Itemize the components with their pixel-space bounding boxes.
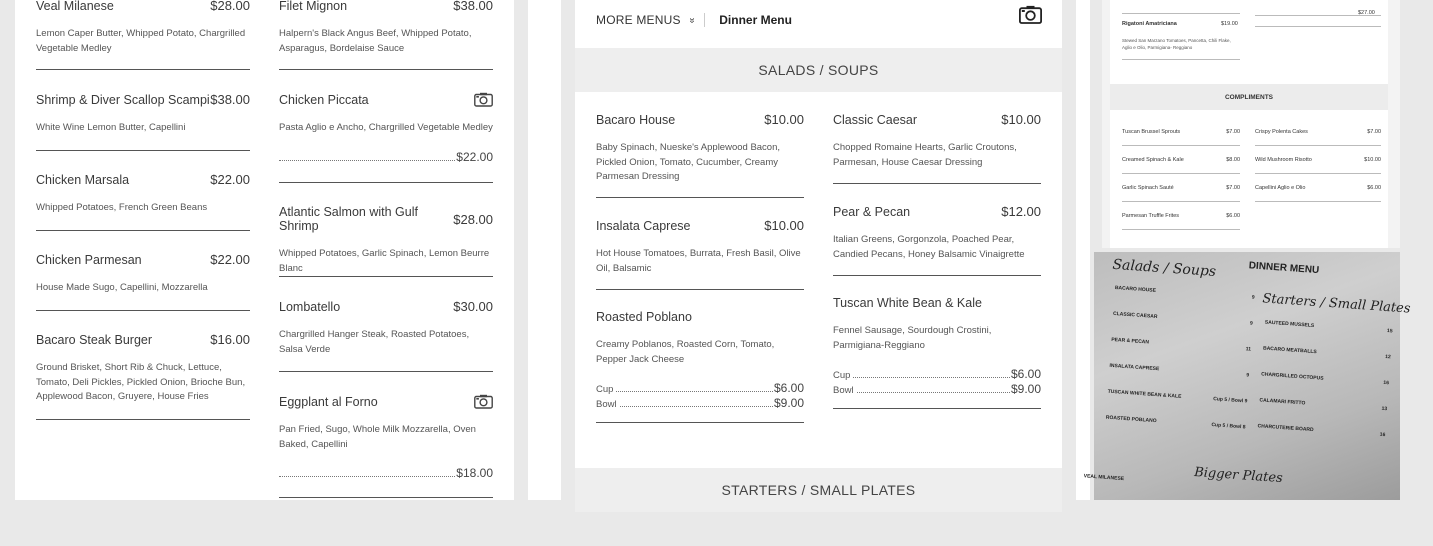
item-price: $7.00 (1367, 128, 1381, 135)
item-name: Chicken Parmesan (36, 252, 142, 267)
item-name: INSALATA CAPRESE (1109, 362, 1160, 373)
item-price: $18.00 (456, 466, 493, 480)
item-price: $6.00 (1010, 367, 1041, 381)
item-name: CALAMARI FRITTO (1259, 397, 1306, 407)
item-price: $28.00 (210, 0, 250, 13)
item-name: Rigatoni Amatriciana (1122, 21, 1177, 27)
item-price: $7.00 (1226, 128, 1240, 135)
price-line-cup (833, 367, 1041, 381)
item-name: CLASSIC CAESAR (1112, 310, 1158, 320)
item-price: $28.00 (453, 211, 493, 227)
item-name: Bacaro House (596, 112, 676, 127)
section-heading (1110, 84, 1388, 110)
section-heading: STARTERS / SMALL PLATES (575, 468, 1062, 512)
board-script-heading: Starters / Small Plates (1261, 291, 1411, 317)
section-heading: SALADS / SOUPS (575, 48, 1062, 92)
dot-leader (279, 469, 455, 477)
item-description: Lemon Caper Butter, Whipped Potato, Chargrilled Vegetable Medley (36, 28, 246, 54)
item-price: $38.00 (453, 0, 493, 13)
item-price: 16 (1379, 431, 1386, 439)
menu-item[interactable] (596, 290, 804, 423)
item-price: $7.00 (1226, 184, 1240, 191)
item-name: PEAR & PECAN (1111, 336, 1150, 346)
price-line (279, 466, 493, 480)
item-name: Roasted Poblano (596, 310, 692, 324)
item-price: $38.00 (210, 92, 250, 107)
item-name: Bacaro Steak Burger (36, 332, 153, 347)
divider (704, 13, 705, 27)
list-item (1255, 118, 1381, 146)
menu-item[interactable] (833, 92, 1041, 184)
price-line-cup (596, 381, 804, 395)
more-menus-button[interactable]: MORE MENUS (596, 13, 681, 27)
item-name: Tuscan Brussel Sprouts (1122, 128, 1181, 135)
price-line (279, 150, 493, 164)
camera-icon[interactable] (474, 394, 493, 409)
item-price: 9 (1251, 294, 1255, 301)
menu-nav-bar (596, 10, 1042, 30)
item-price: $22.00 (210, 172, 250, 187)
menu-item[interactable] (36, 151, 250, 231)
divider (1122, 0, 1240, 14)
item-name: Creamed Spinach & Kale (1122, 156, 1184, 163)
item-name: BACARO HOUSE (1114, 284, 1157, 294)
item-name: Parmesan Truffle Frites (1122, 212, 1180, 219)
menu-card (575, 0, 1062, 500)
list-item (1255, 146, 1381, 174)
menu-item[interactable] (36, 0, 250, 70)
item-name: Veal Milanese (36, 0, 114, 13)
item-name: CHARGRILLED OCTOPUS (1261, 371, 1324, 382)
item-name: TUSCAN WHITE BEAN & KALE (1107, 388, 1182, 400)
section-heading-text: COMPLIMENTS (1224, 93, 1274, 101)
board-heading: DINNER MENU (1248, 260, 1320, 277)
item-name: Lombatello (279, 299, 341, 314)
item-name: Chicken Marsala (36, 172, 130, 187)
item-price: 11 (1245, 346, 1252, 353)
item-price: $6.00 (1367, 184, 1381, 191)
item-name: Garlic Spinach Sauté (1122, 184, 1174, 191)
item-description: White Wine Lemon Butter, Capellini (36, 122, 186, 133)
frame-border (561, 0, 575, 500)
compliments-column-b (1255, 118, 1381, 202)
camera-icon[interactable] (474, 92, 493, 107)
item-name: Shrimp & Diver Scallop Scampi (36, 92, 210, 107)
item-description: Chopped Romaine Hearts, Garlic Croutons, Parmesan, House Caesar Dressing (833, 142, 1017, 168)
item-name: Atlantic Salmon with Gulf Shrimp (279, 205, 418, 233)
item-name: SAUTEED MUSSELS (1264, 319, 1315, 329)
menu-item[interactable] (833, 276, 1041, 409)
item-price: $27.00 (1358, 10, 1375, 16)
menu-item[interactable] (36, 311, 250, 420)
item-description: Fennel Sausage, Sourdough Crostini, Parmigiana-Reggiano (833, 325, 992, 351)
menu-photo-printed[interactable] (1102, 0, 1400, 248)
menu-item[interactable] (36, 70, 250, 151)
menu-item[interactable] (279, 0, 493, 70)
menu-column-b (279, 0, 493, 498)
item-description: Pan Fried, Sugo, Whole Milk Mozzarella, Oven Baked, Capellini (279, 424, 476, 450)
item-price: $19.00 (1221, 21, 1238, 27)
item-price: $10.00 (764, 218, 804, 233)
menu-item[interactable] (279, 277, 493, 372)
item-description: Creamy Poblanos, Roasted Corn, Tomato, Pepper Jack Cheese (596, 339, 775, 365)
item-price: $16.00 (210, 332, 250, 347)
menu-panel-middle (528, 0, 1090, 500)
item-price: 9 (1249, 320, 1253, 327)
divider (1122, 59, 1240, 60)
item-description: Ground Brisket, Short Rib & Chuck, Lettuce, Tomato, Deli Pickles, Pickled Onion, Brioche Bun, Applewood Bacon, Gruyere, House Fries (36, 362, 246, 402)
item-description: Chargrilled Hanger Steak, Roasted Potatoes, Salsa Verde (279, 329, 470, 355)
item-name: Filet Mignon (279, 0, 348, 13)
item-price: Cup 5 / Bowl 8 (1211, 422, 1246, 431)
item-price: $10.00 (1364, 156, 1381, 163)
dot-leader (279, 153, 455, 161)
menu-item[interactable] (279, 372, 493, 498)
item-description: Pasta Aglio e Ancho, Chargrilled Vegetable Medley (279, 122, 493, 133)
item-name: Pear & Pecan (833, 204, 911, 219)
item-name: Wild Mushroom Risotto (1255, 156, 1312, 163)
item-description: Hot House Tomatoes, Burrata, Fresh Basil, Olive Oil, Balsamic (596, 248, 801, 274)
item-name: BACARO MEATBALLS (1262, 345, 1317, 356)
current-menu-title[interactable]: Dinner Menu (719, 13, 792, 27)
price-line-bowl (833, 382, 1041, 396)
item-price: 9 (1246, 372, 1250, 379)
item-description: House Made Sugo, Capellini, Mozzarella (36, 282, 208, 293)
menu-column-a (36, 0, 250, 420)
item-name: Insalata Caprese (596, 218, 691, 233)
item-name: CHARCUTERIE BOARD (1257, 423, 1314, 434)
board-content (1054, 242, 1433, 546)
board-script-heading: Salads / Soups (1111, 256, 1217, 280)
item-price: $22.00 (456, 149, 493, 164)
item-price: 16 (1383, 379, 1390, 387)
menu-item[interactable] (279, 70, 493, 183)
item-price: $10.00 (764, 112, 804, 127)
item-name: Chicken Piccata (279, 92, 369, 107)
item-price: 13 (1381, 405, 1388, 413)
printed-menu-page (1110, 0, 1388, 248)
price-line-bowl (596, 396, 804, 410)
item-name: Tuscan White Bean & Kale (833, 296, 982, 310)
item-name: VEAL MILANESE (1083, 473, 1125, 483)
item-price: $22.00 (210, 252, 250, 267)
item-name: Eggplant al Forno (279, 394, 378, 409)
item-price: $9.00 (1010, 382, 1041, 396)
compliments-column-a (1122, 118, 1240, 230)
item-description: Whipped Potatoes, French Green Beans (36, 202, 208, 213)
item-price: $10.00 (1001, 112, 1041, 127)
dot-leader (853, 370, 1010, 378)
item-name: Crispy Polenta Cakes (1255, 128, 1308, 135)
item-description: Baby Spinach, Nueske's Applewood Bacon, Pickled Onion, Tomato, Cucumber, Creamy Parmesan Dressing (596, 142, 781, 182)
item-price: $12.00 (1001, 204, 1041, 219)
item-price: $8.00 (1226, 156, 1240, 163)
list-item (1122, 174, 1240, 202)
item-price: $9.00 (773, 396, 804, 410)
size-label: Cup (596, 384, 614, 395)
menu-item[interactable] (279, 183, 493, 277)
size-label: Cup (833, 370, 851, 381)
dot-leader (857, 385, 1010, 393)
menu-item[interactable] (36, 231, 250, 311)
board-right-list (1256, 320, 1393, 459)
board-script-heading: Bigger Plates (1193, 464, 1284, 487)
item-description: Halpern's Black Angus Beef, Whipped Potato, Asparagus, Bordelaise Sauce (279, 28, 472, 54)
divider (1255, 26, 1381, 27)
item-price: $6.00 (1226, 212, 1240, 219)
size-label: Bowl (596, 399, 617, 410)
list-item (1255, 174, 1381, 202)
dot-leader (616, 384, 773, 392)
item-description: Whipped Potatoes, Garlic Spinach, Lemon Beurre Blanc (279, 248, 490, 274)
chevron-down-icon[interactable]: » (685, 17, 697, 23)
item-name: Capellini Aglio e Olio (1255, 184, 1306, 191)
size-label: Bowl (833, 385, 854, 396)
list-item (1122, 146, 1240, 174)
board-left-list (1104, 285, 1255, 450)
camera-icon[interactable] (1019, 5, 1042, 29)
item-price: 12 (1384, 353, 1391, 361)
menu-item[interactable] (596, 92, 804, 198)
item-price: $30.00 (453, 299, 493, 314)
item-name: Classic Caesar (833, 112, 918, 127)
menu-photo-board[interactable] (1083, 252, 1411, 500)
menu-column-a (596, 92, 804, 423)
item-price: 15 (1386, 328, 1393, 335)
menu-item[interactable] (833, 184, 1041, 276)
item-price: Cup 5 / Bowl 9 (1212, 396, 1248, 405)
item-description: Italian Greens, Gorgonzola, Poached Pear, Candied Pecans, Honey Balsamic Vinaigrette (833, 234, 1025, 260)
list-item (1122, 118, 1240, 146)
item-description: Stewed San Marzano Tomatoes, Pancetta, Chili Flake, Aglio e Olio, Parmigiana- Reggiano (1122, 38, 1231, 50)
menu-panel-left (15, 0, 514, 500)
list-item (1122, 202, 1240, 230)
menu-item[interactable] (596, 198, 804, 290)
item-name: ROASTED POBLANO (1105, 414, 1157, 425)
dot-leader (620, 399, 773, 407)
item-price: $6.00 (773, 381, 804, 395)
menu-column-b (833, 92, 1041, 409)
